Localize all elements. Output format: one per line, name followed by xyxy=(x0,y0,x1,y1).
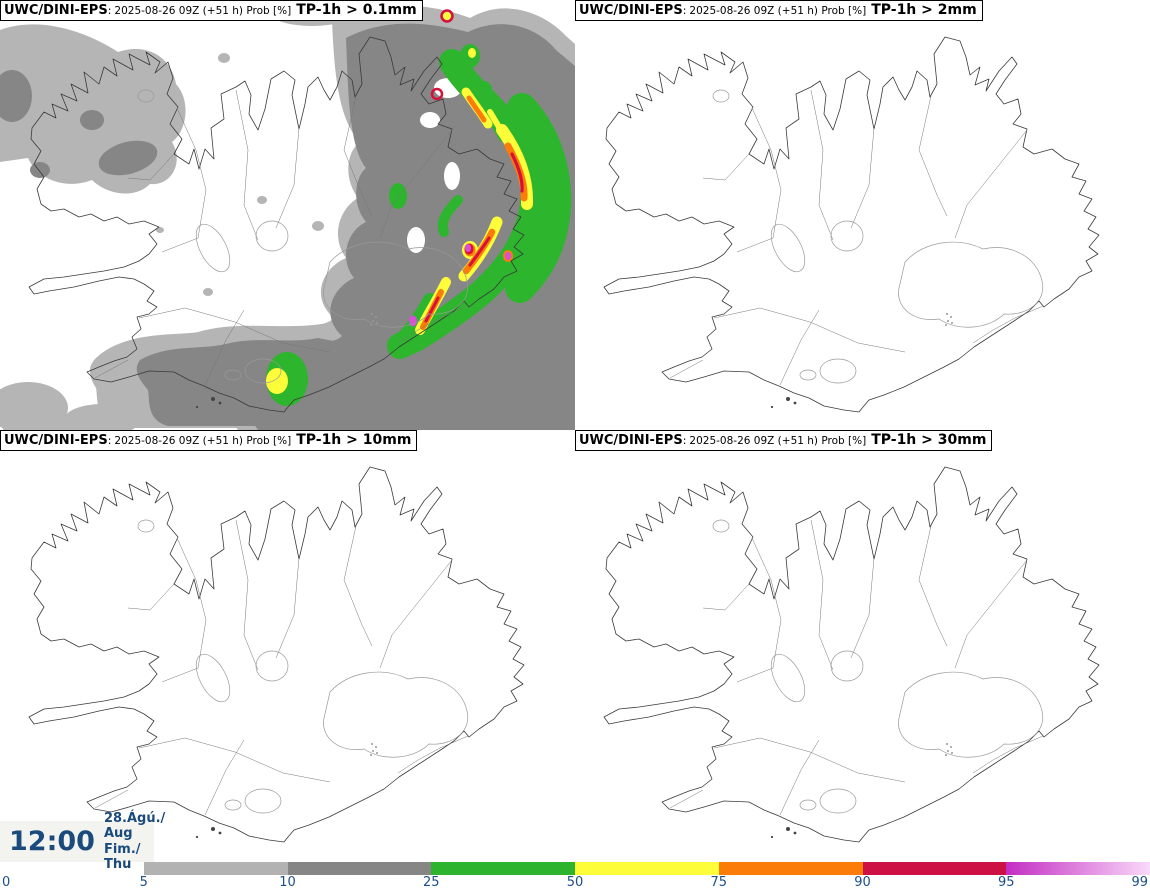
colorbar-segment xyxy=(575,862,719,875)
colorbar-tick: 50 xyxy=(566,875,584,890)
colorbar-tick: 75 xyxy=(710,875,728,890)
colorbar-segment xyxy=(288,862,432,875)
colorbar-tick: 95 xyxy=(997,875,1015,890)
valid-day: Fim./ Thu xyxy=(103,841,141,872)
threshold-label: TP-1h > 0.1mm xyxy=(296,2,417,18)
iceland-map xyxy=(575,430,1150,860)
model-name: UWC/DINI-EPS xyxy=(4,3,108,18)
valid-time: 12:00 xyxy=(9,826,95,857)
header-separator: : xyxy=(107,434,112,447)
threshold-label: TP-1h > 10mm xyxy=(296,432,412,448)
colorbar-tick: 90 xyxy=(854,875,871,890)
panel-header xyxy=(575,430,992,451)
valid-date: 28.Ágú./ Aug xyxy=(103,810,166,842)
header-separator: : xyxy=(682,434,687,447)
forecast-panel-tp-30mm xyxy=(575,430,1150,860)
valid-time-box xyxy=(0,810,166,872)
model-name: UWC/DINI-EPS xyxy=(579,433,683,448)
panel-header xyxy=(575,0,983,21)
colorbar-tick-labels xyxy=(0,875,1150,891)
header-separator: : xyxy=(682,4,687,17)
forecast-panel-tp-2mm xyxy=(575,0,1150,430)
colorbar-tick: 99 xyxy=(1131,875,1148,890)
colorbar-tick: 25 xyxy=(422,875,440,890)
model-name: UWC/DINI-EPS xyxy=(579,3,683,18)
colorbar-segment xyxy=(1006,862,1150,875)
iceland-map xyxy=(0,0,575,430)
run-info: 2025-08-26 09Z (+51 h) Prob [%] xyxy=(689,5,867,17)
forecast-panel-tp-0p1mm xyxy=(0,0,575,430)
colorbar-segment xyxy=(863,862,1007,875)
header-separator: : xyxy=(107,4,112,17)
colorbar-tick: 5 xyxy=(139,875,148,890)
valid-date-block xyxy=(104,811,165,872)
run-info: 2025-08-26 09Z (+51 h) Prob [%] xyxy=(114,435,292,447)
colorbar-tick: 0 xyxy=(2,875,11,890)
threshold-label: TP-1h > 2mm xyxy=(871,2,977,18)
colorbar-tick: 10 xyxy=(279,875,296,890)
probability-colorbar xyxy=(0,862,1150,875)
iceland-map xyxy=(0,430,575,860)
colorbar-segment xyxy=(144,862,288,875)
forecast-panel-tp-10mm xyxy=(0,430,575,860)
panel-header xyxy=(0,430,417,451)
panel-header xyxy=(0,0,423,21)
run-info: 2025-08-26 09Z (+51 h) Prob [%] xyxy=(114,5,292,17)
colorbar-segment xyxy=(719,862,863,875)
model-name: UWC/DINI-EPS xyxy=(4,433,108,448)
run-info: 2025-08-26 09Z (+51 h) Prob [%] xyxy=(689,435,867,447)
threshold-label: TP-1h > 30mm xyxy=(871,432,987,448)
colorbar-segment xyxy=(431,862,575,875)
iceland-map xyxy=(575,0,1150,430)
